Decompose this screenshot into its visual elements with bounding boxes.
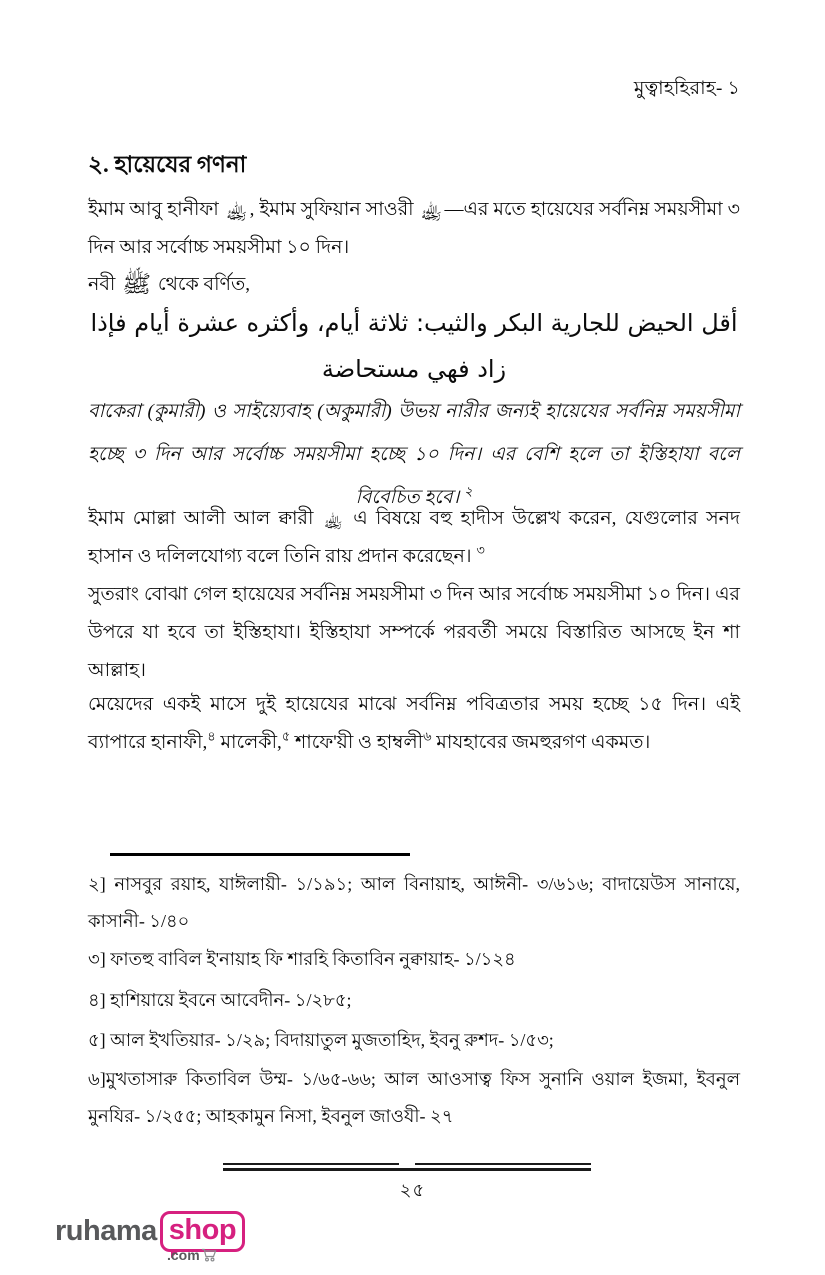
brand-logo-ruhama: ruhama [55, 1215, 157, 1247]
paragraph-text: নবী [88, 274, 121, 295]
rahimahullah-icon: ﵀ [225, 197, 248, 223]
paragraph-mulla-ali-qari [88, 500, 740, 576]
paragraph-text: থেকে বর্ণিত, [153, 274, 251, 295]
paragraph-text: মেয়েদের একই মাসে দুই হায়েযের মাঝে সর্বনিম্ন পবিত্রতার সময় হচ্ছে ১৫ দিন। এই ব্যাপারে হানাফী, [88, 694, 740, 753]
paragraph-text: মালেকী, [215, 732, 282, 753]
paragraph-text: মাযহাবের জমহুরগণ একমত। [431, 732, 651, 753]
footnote-ref-5: ৫ [281, 728, 291, 744]
paragraph-narration-intro [88, 266, 740, 304]
arabic-hadith-quote: أقل الحيض للجارية البكر والثيب: ثلاثة أيام، وأكثره عشرة أيام فإذا زاد فهي مستحاضة [90, 309, 738, 383]
brand-logo-shop: shop [168, 1214, 237, 1246]
paragraph-conclusion: সুতরাং বোঝা গেল হায়েযের সর্বনিম্ন সময়সীমা ৩ দিন আর সর্বোচ্চ সময়সীমা ১০ দিন। এর উপরে যা হবে তা ইস্তিহাযা। ইস্তিহাযা সম্পর্কে পরবর্তী সময়ে বিস্তারিত আসছে ইন শা আল্লাহ। [88, 584, 740, 681]
rahimahullah-icon: ﵀ [323, 507, 343, 531]
running-header: মুত্বাহহিরাহ- ১ [633, 78, 740, 99]
brand-logo-com: .com [167, 1247, 200, 1263]
page-number: ২৫ [399, 1180, 426, 1200]
brand-logo [55, 1211, 237, 1266]
paragraph-purity-period [88, 686, 740, 762]
paragraph-text: ইমাম মোল্লা আলী আল ক্বারী [88, 508, 322, 529]
section-title: ২. হায়েযের গণনা [88, 152, 247, 177]
footnote-2: ২] নাসবুর রয়াহ, যাঈলায়ী- ১/১৯১; আল বিনায়াহ, আঈনী- ৩/৬১৬; বাদায়েউস সানায়ে, কাসানী- ১/৪০ [88, 874, 740, 931]
ornament-rule-top-left [223, 1163, 399, 1165]
footnote-ref-6: ৬ [423, 728, 432, 744]
cart-icon [201, 1248, 217, 1262]
paragraph-text: ইমাম আবু হানীফা [88, 199, 224, 220]
ornament-rule-top [223, 1163, 591, 1165]
page-number-ornament-rule [223, 1163, 591, 1171]
rahimahullah-icon: ﵀ [420, 197, 443, 223]
footnote-4: ৪] হাশিয়ায়ে ইবনে আবেদীন- ১/২৮৫; [88, 990, 352, 1010]
footnote-ref-3: ৩ [476, 542, 485, 558]
footnote-6: ৬]মুখতাসারু কিতাবিল উম্ম- ১/৬৫-৬৬; আল আওসাত্ব ফিস সুনানি ওয়াল ইজমা, ইবনুল মুনযির- ১/২৫৫; আহকামুন নিসা, ইবনুল জাওযী- ২৭ [88, 1069, 740, 1126]
paragraph-text: শাফে'য়ী ও হাম্বলী [290, 732, 424, 753]
footnote-ref-2: ২ [464, 483, 473, 499]
translation-text: বাকেরা (কুমারী) ও সাইয়্যেবাহ (অকুমারী) উভয় নারীর জন্যই হায়েযের সর্বনিম্ন সময়সীমা হচ্ছে ৩ দিন আর সর্বোচ্চ সময়সীমা হচ্ছে ১০ দিন। এর বেশি হলে তা ইস্তিহাযা বলে বিবেচিত হবে। [88, 401, 740, 508]
paragraph-imams [88, 191, 740, 267]
footnote-3: ৩] ফাতহু বাবিল ই'নায়াহ ফি শারহি কিতাবিন নুক্বায়াহ- ১/১২৪ [88, 949, 516, 969]
footnote-separator-rule [110, 853, 410, 856]
brand-logo-bubble [160, 1211, 245, 1252]
paragraph-text: , ইমাম সুফিয়ান সাওরী [249, 199, 419, 220]
paragraph-text: —এর মতে হায়েযের সর্বনিম্ন সময়সীমা ৩ দিন আর সর্বোচ্চ সময়সীমা ১০ দিন। [88, 199, 740, 258]
footnote-ref-4: ৪ [207, 728, 216, 744]
brand-logo-wordmark [55, 1211, 237, 1252]
paragraph-text: এ বিষয়ে বহু হাদীস উল্লেখ করেন, যেগুলোর সনদ হাসান ও দলিলযোগ্য বলে তিনি রায় প্রদান করেছেন। [88, 508, 740, 567]
pbuh-icon: ﷺ [122, 272, 152, 298]
footnote-5: ৫] আল ইখতিয়ার- ১/২৯; বিদায়াতুল মুজতাহিদ, ইবনু রুশদ- ১/৫৩; [88, 1030, 554, 1050]
brand-logo-domain [167, 1247, 217, 1263]
ornament-rule-bottom [223, 1168, 591, 1171]
ornament-rule-top-right [415, 1163, 591, 1165]
